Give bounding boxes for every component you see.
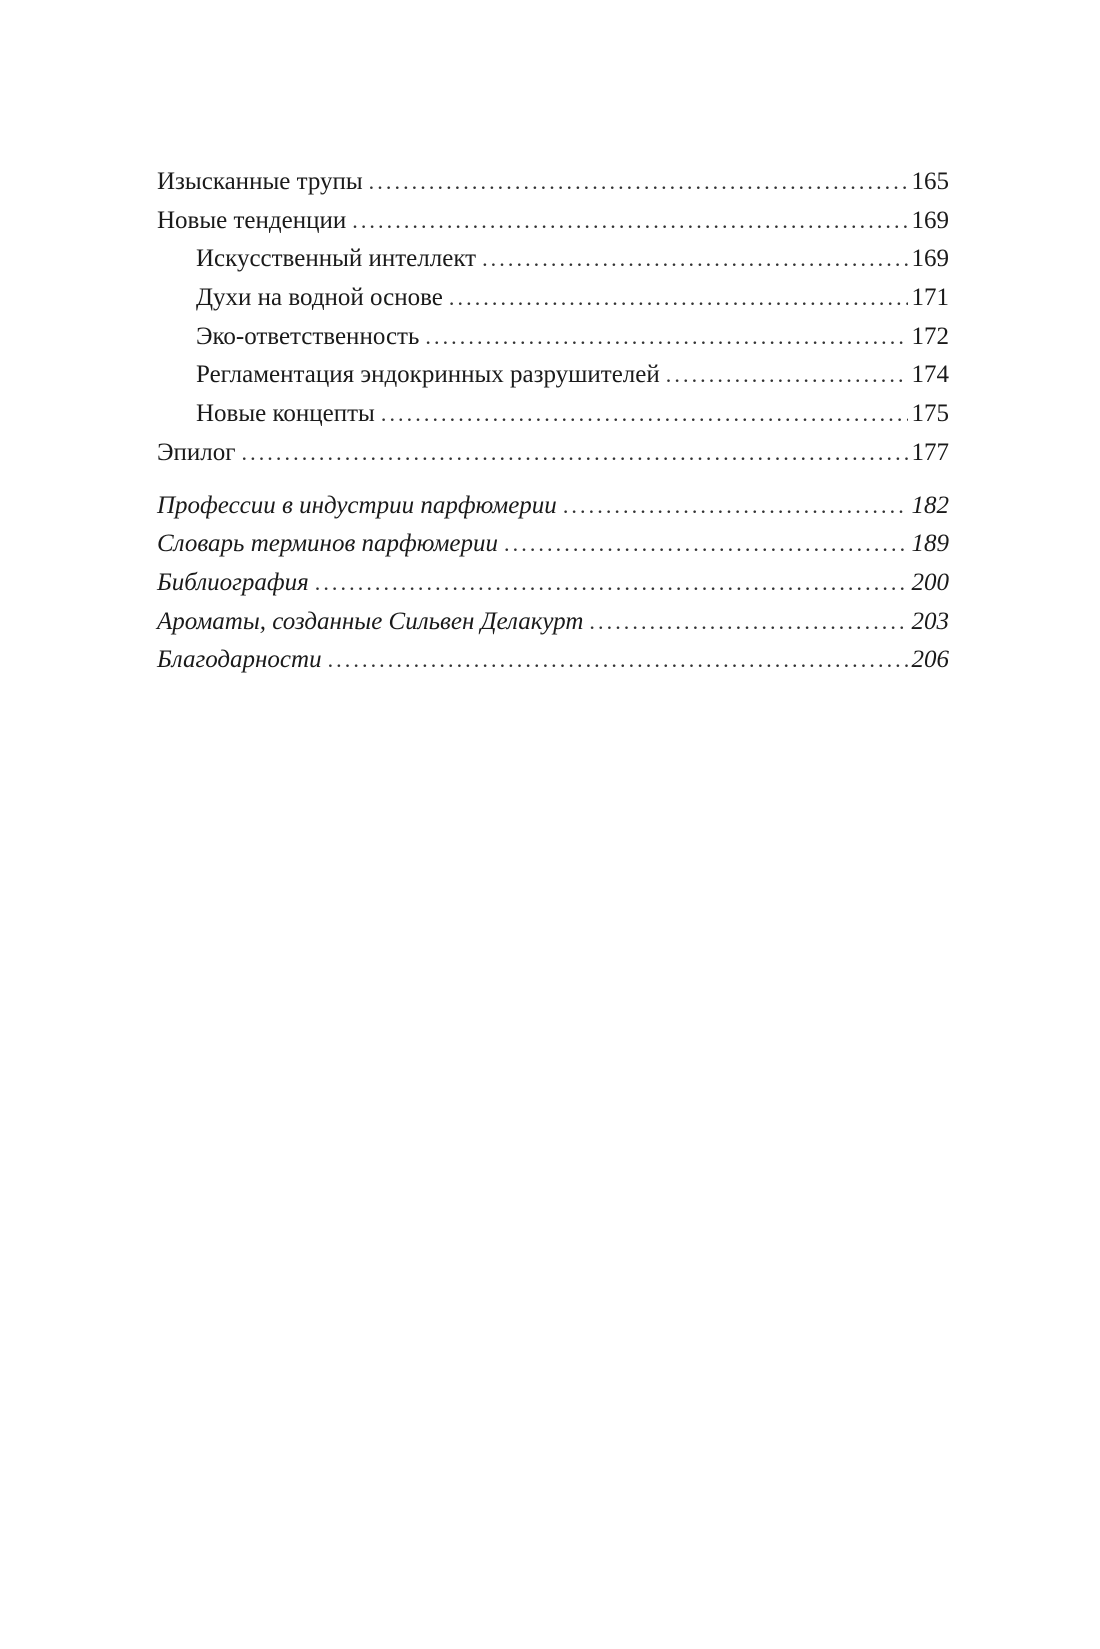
toc-entry xyxy=(157,434,949,473)
dot-leader xyxy=(449,279,908,318)
toc-entry-title: Ароматы, созданные Сильвен Делакурт xyxy=(157,607,584,635)
toc-entry-title: Профессии в индустрии парфюмерии xyxy=(157,491,557,519)
toc-entry-page: 206 xyxy=(911,646,949,674)
toc-entry-title: Духи на водной основе xyxy=(196,284,443,312)
toc-entry-page: 203 xyxy=(911,607,949,635)
toc-subentry xyxy=(157,356,949,395)
toc-appendix-entry xyxy=(157,564,949,603)
toc-entry-title: Благодарности xyxy=(157,646,322,674)
dot-leader xyxy=(504,525,907,564)
dot-leader xyxy=(242,434,908,473)
dot-leader xyxy=(563,487,908,526)
toc-subentry xyxy=(157,240,949,279)
toc-entry-page: 177 xyxy=(911,438,949,466)
toc-entry-page: 182 xyxy=(911,491,949,519)
dot-leader xyxy=(482,240,907,279)
toc-entry-title: Эко-ответственность xyxy=(196,322,420,350)
toc-entry-title: Словарь терминов парфюмерии xyxy=(157,530,499,558)
toc-entry-title: Эпилог xyxy=(157,438,236,466)
toc-entry-title: Новые концепты xyxy=(196,400,375,428)
dot-leader xyxy=(369,163,908,202)
toc-subentry xyxy=(157,318,949,357)
dot-leader xyxy=(381,395,908,434)
toc-entry xyxy=(157,202,949,241)
dot-leader xyxy=(315,564,908,603)
toc-entry xyxy=(157,163,949,202)
toc-entry-title: Регламентация эндокринных разрушителей xyxy=(196,361,660,389)
toc-entry-page: 169 xyxy=(911,245,949,273)
dot-leader xyxy=(352,202,907,241)
toc-entry-page: 172 xyxy=(911,322,949,350)
toc-entry-page: 171 xyxy=(911,284,949,312)
toc-entry-page: 175 xyxy=(911,400,949,428)
table-of-contents xyxy=(157,163,949,680)
toc-entry-page: 174 xyxy=(911,361,949,389)
dot-leader xyxy=(328,641,908,680)
toc-entry-page: 200 xyxy=(911,568,949,596)
toc-appendix-entry xyxy=(157,603,949,642)
toc-appendix-entry xyxy=(157,525,949,564)
toc-subentry xyxy=(157,279,949,318)
toc-entry-page: 169 xyxy=(911,206,949,234)
toc-entry-title: Новые тенденции xyxy=(157,206,347,234)
toc-subentry xyxy=(157,395,949,434)
dot-leader xyxy=(589,603,907,642)
toc-appendix-entry xyxy=(157,641,949,680)
toc-entry-title: Искусственный интеллект xyxy=(196,245,477,273)
dot-leader xyxy=(425,318,907,357)
dot-leader xyxy=(666,356,908,395)
section-gap xyxy=(157,473,949,487)
toc-entry-page: 165 xyxy=(911,168,949,195)
toc-entry-title: Библиография xyxy=(157,568,309,596)
toc-entry-title: Изысканные трупы xyxy=(157,168,363,195)
toc-entry-page: 189 xyxy=(911,530,949,558)
toc-appendix-entry xyxy=(157,487,949,526)
